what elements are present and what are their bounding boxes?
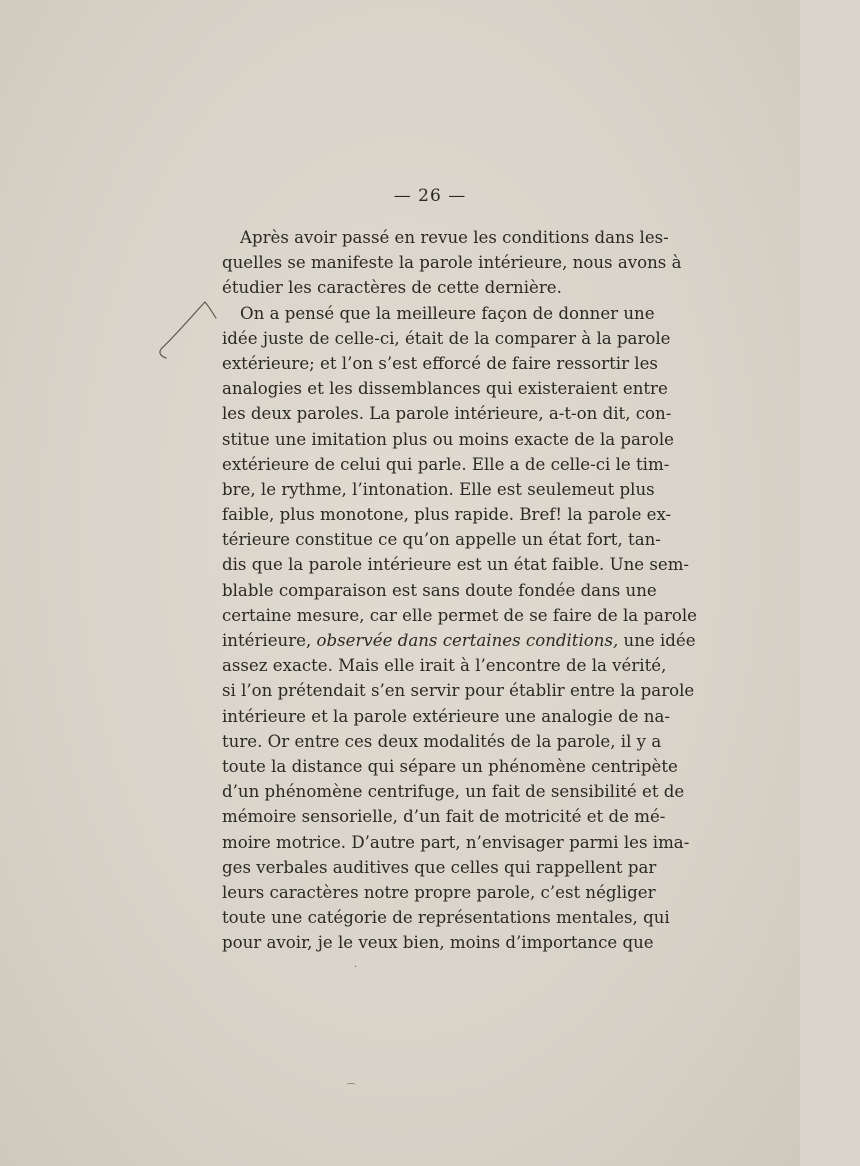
text-line: certaine mesure, car elle permet de se faire de la parole <box>222 605 698 625</box>
text-line: d’un phénomène centrifuge, un fait de sensibilité et de <box>222 782 685 802</box>
text-line: leurs caractères notre propre parole, c’est négliger <box>222 882 656 902</box>
paper-speck: · <box>354 962 358 973</box>
text-line: faible, plus monotone, plus rapide. Bref! la parole ex- <box>222 505 672 525</box>
text-line: les deux paroles. La parole intérieure, a-t-on dit, con- <box>222 404 672 424</box>
text-line: extérieure de celui qui parle. Elle a de celle-ci le tim- <box>222 454 670 474</box>
text-line: mémoire sensorielle, d’un fait de motricité et de mé- <box>222 807 666 827</box>
page-number: — 26 — <box>393 186 467 206</box>
text-line: moire motrice. D’autre part, n’envisager parmi les ima- <box>222 832 690 852</box>
text-line: térieure constitue ce qu’on appelle un état fort, tan- <box>222 530 661 550</box>
paper-speck: ⌒ <box>346 1084 356 1095</box>
text-line <box>222 628 696 653</box>
text-line: toute la distance qui sépare un phénomène centripète <box>222 756 678 776</box>
pencil-mark-icon <box>150 296 220 366</box>
text-line: analogies et les dissemblances qui existeraient entre <box>222 379 668 399</box>
text-line: pour avoir, je le veux bien, moins d’importance que <box>222 933 654 953</box>
text-line: assez exacte. Mais elle irait à l’encontre de la vérité, <box>222 656 667 676</box>
text-line: intérieure et la parole extérieure une analogie de na- <box>222 706 670 726</box>
text-run: intérieure, <box>222 631 317 650</box>
text-line: quelles se manifeste la parole intérieure, nous avons à <box>222 253 682 273</box>
text-line: bre, le rythme, l’intonation. Elle est seulemeut plus <box>222 479 655 499</box>
text-line: idée juste de celle-ci, était de la comparer à la parole <box>222 328 671 348</box>
body-text <box>222 225 698 955</box>
text-run: une idée <box>618 631 696 650</box>
text-line: extérieure; et l’on s’est efforcé de faire ressortir les <box>222 353 658 373</box>
text-line: blable comparaison est sans doute fondée dans une <box>222 580 657 600</box>
text-line: étudier les caractères de cette dernière. <box>222 278 562 298</box>
text-line: On a pensé que la meilleure façon de donner une <box>240 303 655 323</box>
text-line: toute une catégorie de représentations mentales, qui <box>222 908 670 928</box>
text-line: stitue une imitation plus ou moins exacte de la parole <box>222 429 675 449</box>
italic-phrase: observée dans certaines conditions, <box>316 631 619 650</box>
text-line: ture. Or entre ces deux modalités de la parole, il y a <box>222 731 662 751</box>
text-line: dis que la parole intérieure est un état faible. Une sem- <box>222 555 690 575</box>
text-line: si l’on prétendait s’en servir pour établir entre la parole <box>222 681 695 701</box>
text-line: ges verbales auditives que celles qui rappellent par <box>222 857 657 877</box>
text-line: Après avoir passé en revue les conditions dans les- <box>240 228 669 247</box>
